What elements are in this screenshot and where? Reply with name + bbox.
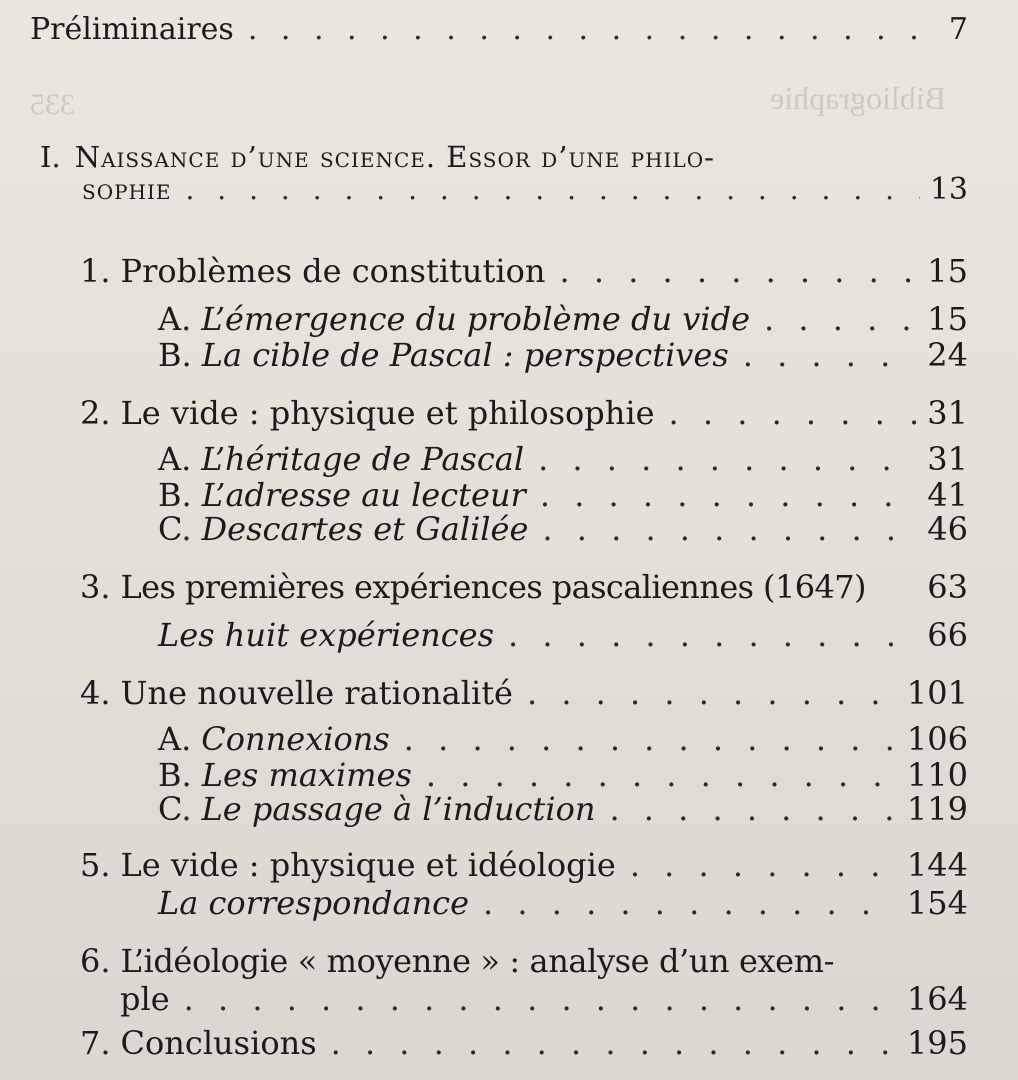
chapter-number: 3. bbox=[80, 568, 111, 606]
page-number: 15 bbox=[927, 252, 968, 290]
chapter-number: 6. bbox=[80, 942, 111, 980]
dot-leader bbox=[630, 846, 897, 884]
chapter-entry[interactable] bbox=[80, 568, 968, 606]
section-title: Descartes et Galilée bbox=[201, 510, 529, 548]
dot-leader bbox=[426, 756, 897, 794]
chapter-number: 4. bbox=[80, 674, 111, 712]
dot-leader bbox=[540, 476, 917, 514]
chapter-number: 5. bbox=[80, 846, 111, 884]
dot-leader bbox=[743, 336, 918, 374]
part-numeral: I. bbox=[40, 140, 61, 174]
part-heading-continued[interactable] bbox=[82, 172, 968, 207]
toc-entry-preliminaires[interactable] bbox=[30, 12, 968, 47]
dot-leader bbox=[508, 616, 917, 654]
page-number: 15 bbox=[927, 300, 968, 338]
page-number: 41 bbox=[927, 476, 968, 514]
section-title: L’héritage de Pascal bbox=[201, 440, 525, 478]
section-title: Les huit expériences bbox=[158, 616, 495, 654]
chapter-number: 7. bbox=[80, 1024, 111, 1062]
part-title-line2: sophie bbox=[82, 173, 172, 206]
chapter-title-line1: L’idéologie « moyenne » : analyse d’un exem- bbox=[120, 942, 835, 980]
page-number: 13 bbox=[929, 172, 968, 207]
dot-leader bbox=[404, 720, 897, 758]
section-entry[interactable] bbox=[158, 720, 968, 758]
chapter-entry[interactable] bbox=[80, 1024, 968, 1062]
dot-leader bbox=[542, 510, 917, 548]
chapter-number: 2. bbox=[80, 394, 111, 432]
page-number: 46 bbox=[927, 510, 968, 548]
chapter-title: Problèmes de constitution bbox=[120, 252, 546, 290]
dot-leader bbox=[609, 790, 896, 828]
part-heading[interactable] bbox=[40, 140, 970, 174]
section-title: Connexions bbox=[201, 720, 390, 758]
part-title-line1: Naissance d’une science. Essor d’une philo- bbox=[74, 140, 715, 174]
section-title: Le passage à l’induction bbox=[201, 790, 596, 828]
bleed-through-number: 335 bbox=[30, 88, 75, 121]
chapter-title-line2: ple bbox=[120, 980, 170, 1018]
dot-leader bbox=[186, 173, 920, 206]
chapter-entry[interactable] bbox=[80, 942, 968, 980]
chapter-entry[interactable] bbox=[80, 846, 968, 884]
page-number: 31 bbox=[927, 394, 968, 432]
entry-title: Préliminaires bbox=[30, 12, 234, 47]
page-number: 31 bbox=[927, 440, 968, 478]
dot-leader bbox=[248, 12, 939, 47]
chapter-entry-continued[interactable] bbox=[120, 980, 968, 1018]
page-number: 110 bbox=[906, 756, 968, 794]
section-entry[interactable] bbox=[158, 440, 968, 478]
section-letter: C. bbox=[158, 510, 192, 548]
section-letter: A. bbox=[158, 720, 192, 758]
page-number: 24 bbox=[927, 336, 968, 374]
dot-leader bbox=[483, 884, 897, 922]
section-title: La cible de Pascal : perspectives bbox=[201, 336, 729, 374]
section-title: La correspondance bbox=[158, 884, 470, 922]
section-entry[interactable] bbox=[158, 476, 968, 514]
dot-leader bbox=[538, 440, 917, 478]
page-number: 195 bbox=[906, 1024, 968, 1062]
section-letter: B. bbox=[158, 476, 192, 514]
section-letter: B. bbox=[158, 756, 192, 794]
section-letter: A. bbox=[158, 300, 192, 338]
dot-leader bbox=[764, 300, 917, 338]
section-entry[interactable] bbox=[158, 616, 968, 654]
page-number: 144 bbox=[906, 846, 968, 884]
section-title: L’adresse au lecteur bbox=[201, 476, 526, 514]
bleed-through-text: Bibliographie bbox=[770, 80, 946, 116]
page-number: 63 bbox=[927, 568, 968, 606]
page-number: 66 bbox=[927, 616, 968, 654]
chapter-title: Le vide : physique et philosophie bbox=[120, 394, 655, 432]
chapter-entry[interactable] bbox=[80, 394, 968, 432]
dot-leader bbox=[331, 1024, 897, 1062]
page-number: 119 bbox=[906, 790, 968, 828]
section-entry[interactable] bbox=[158, 756, 968, 794]
dot-leader bbox=[184, 980, 897, 1018]
chapter-title: Le vide : physique et idéologie bbox=[120, 846, 616, 884]
section-title: L’émergence du problème du vide bbox=[201, 300, 751, 338]
chapter-title: Les premières expériences pascaliennes (1647) bbox=[120, 568, 866, 606]
page-number: 7 bbox=[948, 12, 968, 47]
dot-leader bbox=[527, 674, 897, 712]
chapter-number: 1. bbox=[80, 252, 111, 290]
chapter-entry[interactable] bbox=[80, 252, 968, 290]
section-entry[interactable] bbox=[158, 884, 968, 922]
section-entry[interactable] bbox=[158, 300, 968, 338]
page-number: 154 bbox=[906, 884, 968, 922]
section-entry[interactable] bbox=[158, 336, 968, 374]
section-entry[interactable] bbox=[158, 510, 968, 548]
section-letter: B. bbox=[158, 336, 192, 374]
dot-leader bbox=[560, 252, 918, 290]
chapter-entry[interactable] bbox=[80, 674, 968, 712]
page-number: 101 bbox=[906, 674, 968, 712]
section-letter: A. bbox=[158, 440, 192, 478]
chapter-title: Conclusions bbox=[120, 1024, 317, 1062]
section-letter: C. bbox=[158, 790, 192, 828]
dot-leader bbox=[669, 394, 918, 432]
page-number: 164 bbox=[906, 980, 968, 1018]
chapter-title: Une nouvelle rationalité bbox=[120, 674, 513, 712]
page-number: 106 bbox=[906, 720, 968, 758]
section-entry[interactable] bbox=[158, 790, 968, 828]
section-title: Les maximes bbox=[201, 756, 412, 794]
